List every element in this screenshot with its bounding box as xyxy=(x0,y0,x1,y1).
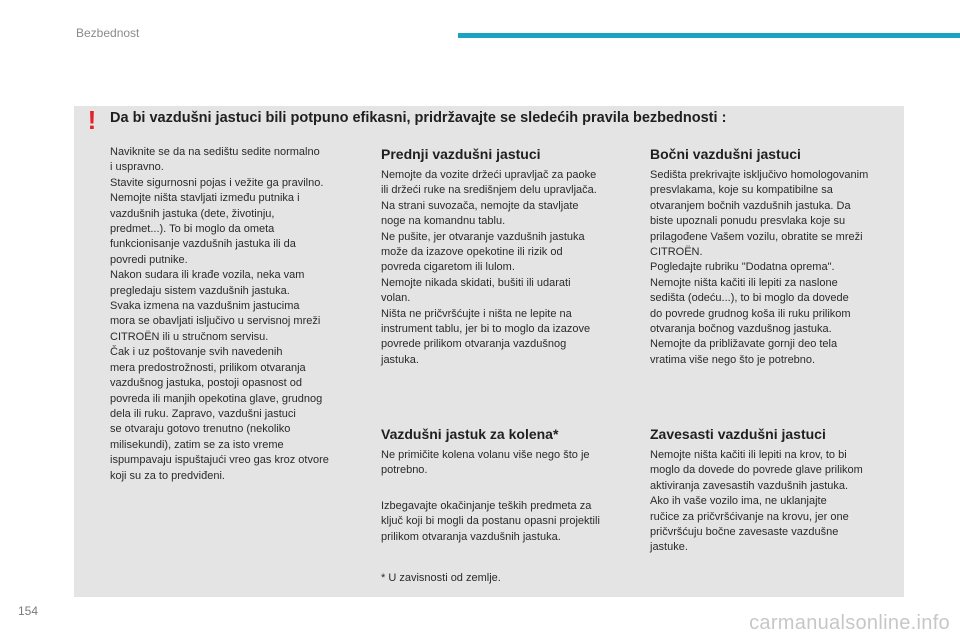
curtain-airbags-title: Zavesasti vazdušni jastuci xyxy=(650,426,826,442)
front-airbags-title: Prednji vazdušni jastuci xyxy=(381,146,541,162)
knee-airbag-text-2: Izbegavajte okačinjanje teških predmeta za ključ koji bi mogli da postanu opasni projektili prilikom otvaranja vazdušnih jastuka. xyxy=(381,500,600,543)
curtain-airbags-text: Nemojte ništa kačiti ili lepiti na krov, to bi moglo da dovede do povrede glave prilikom aktiviranja zavesastih vazdušnih jastuka. Ako ih vaše vozilo ima, ne uklanjajte ručice za pričvršćivanje na krovu, jer one pričvršćuju bočne zavesaste vazdušne jastuke. xyxy=(650,449,863,554)
knee-airbag-title: Vazdušni jastuk za kolena* xyxy=(381,426,559,442)
footnote: * U zavisnosti od zemlje. xyxy=(381,572,501,584)
knee-airbag-text-1: Ne primičite kolena volanu više nego što je potrebno. xyxy=(381,449,590,477)
side-airbags-title: Bočni vazdušni jastuci xyxy=(650,146,801,162)
header-accent-bar xyxy=(458,33,960,38)
exclamation-mark-icon: ! xyxy=(87,105,97,135)
front-airbags-text: Nemojte da vozite držeći upravljač za paoke ili držeći ruke na središnjem delu upravljača. Na strani suvozača, nemojte da stavljate noge na komandnu tablu. Ne pušite, jer otvaranje vazdušnih jastuka može da izazove opekotine ili rizik od povreda cigaretom ili lulom. Nemojte nikada skidati, bušiti ili udarati volan. Ništa ne pričvršćujte i ništa ne lepite na instrument tablu, jer bi to moglo da izazove povrede prilikom otvaranja vazdušnog jastuka. xyxy=(381,169,597,366)
panel-heading: Da bi vazdušni jastuci bili potpuno efikasni, pridržavajte se sledećih pravila bezbednosti : xyxy=(110,110,727,126)
section-title: Bezbednost xyxy=(76,26,140,40)
page-number: 154 xyxy=(18,604,39,618)
intro-text: Naviknite se da na sedištu sedite normalno i uspravno. Stavite sigurnosni pojas i vežite ga pravilno. Nemojte ništa stavljati između putnika i vazdušnih jastuka (dete, životinju, predmet...). To bi moglo da ometa funkcionisanje vazdušnih jastuka ili da povredi putnike. Nakon sudara ili krađe vozila, neka vam pregledaju sistem vazdušnih jastuka. Svaka izmena na vazdušnim jastucima mora se obavljati isljučivo u servisnoj mreži CITROËN ili u stručnom servisu. Čak i uz poštovanje svih navedenih mera predostrožnosti, prilikom otvaranja vazdušnog jastuka, postoji opasnost od povreda ili manjih opekotina glave, grudnog dela ili ruku. Zapravo, vazdušni jastuci se otvaraju gotovo trenutno (nekoliko milisekundi), zatim se za isto vreme ispumpavaju ispuštajući vreo gas kroz otvore koji su za to predviđeni. xyxy=(110,146,329,482)
watermark: carmanualsonline.info xyxy=(749,612,950,634)
side-airbags-text: Sedišta prekrivajte isključivo homologovanim presvlakama, koje su kompatibilne sa otvaranjem bočnih vazdušnih jastuka. Da biste upoznali ponudu presvlaka koje su prilagođene Vašem vozilu, obratite se mreži CITROËN. Pogledajte rubriku "Dodatna oprema". Nemojte ništa kačiti ili lepiti za naslone sedišta (odeću...), to bi moglo da dovede do povrede grudnog koša ili ruku prilikom otvaranja bočnog vazdušnog jastuka. Nemojte da približavate gornji deo tela vratima više nego što je potrebno. xyxy=(650,169,869,366)
